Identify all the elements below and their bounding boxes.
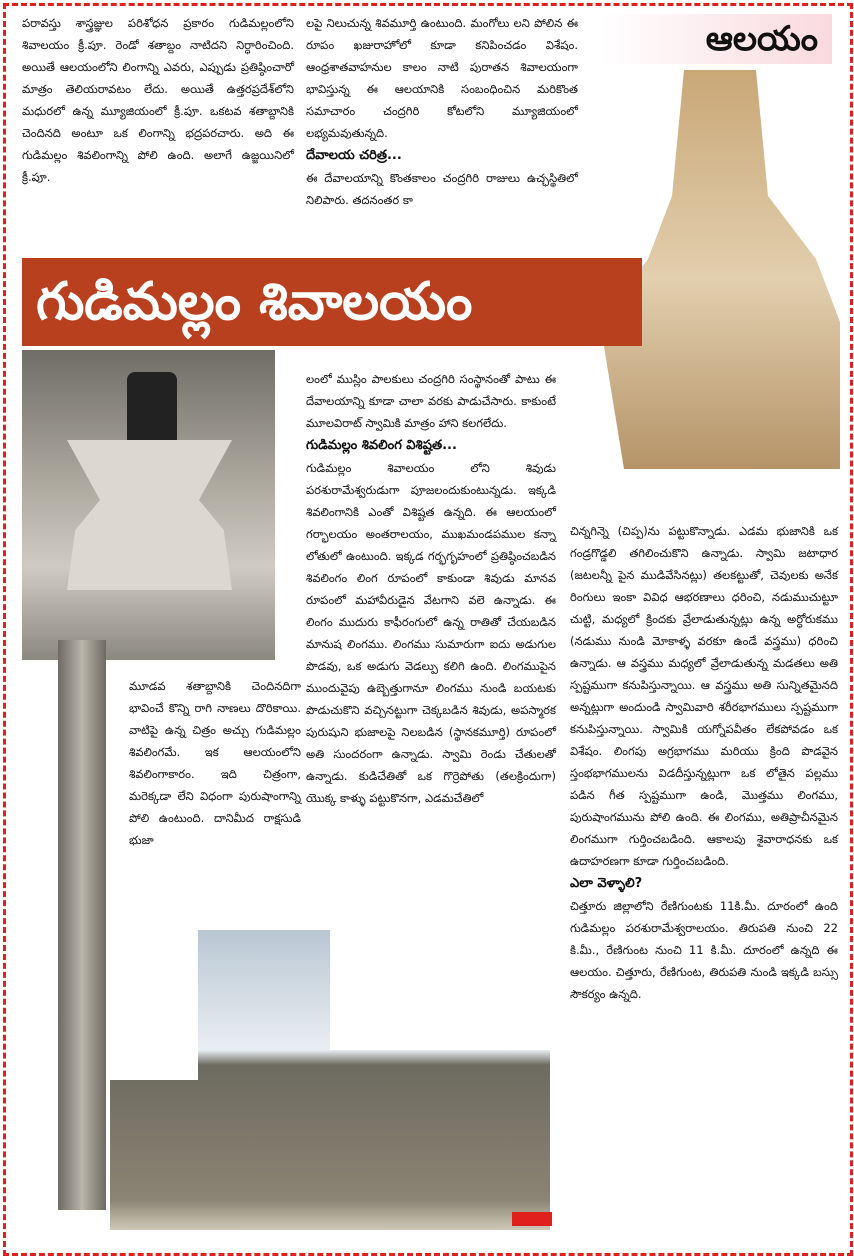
paragraph: చిన్నగిన్నె (చిప్ప)ను పట్టుకొన్నాడు. ఎడమ భుజానికి ఒక గండ్రగొడ్డలి తగిలించుకొని ఉన్నాడు. స్వామి జటాధార (జటలన్నీ పైన ముడివేసినట్లు) తలకట్టుతో, చెవులకు అనేక రింగులు ఇంకా వివిధ ఆభరణాలు ధరించి, నడుముచుట్టూ చుట్టి, మధ్యలో క్రిందకు వ్రేలాడుతున్నట్లు ఉన్న అర్ధోరుకము (నడుము నుండి మోకాళ్ళ వరకూ ఉండే వస్త్రము) ధరించి ఉన్నాడు. ఆ వస్త్రము మధ్యలో వ్రేలాడుతున్న మడతలు అతి స్పష్టముగా కనుపిస్తున్నాయి. ఆ వస్త్రము అతి సున్నితమైనది అన్నట్లుగా అందుండి స్వామివారి శరీరభాగములు స్పష్టముగా కనుపిస్తున్నాయి. స్వామికి యగ్నోపవీతం లేకపోవడం ఒక విశేషం. లింగపు అగ్రభాగము మరియు క్రింది పొడవైన స్తంభభాగములను విడదీస్తున్నట్లుగా ఒక లోతైన పల్లము పడిన గీత స్పష్టముగా ఉండి, మొత్తము లింగము, పురుషాంగమును పోలి ఉంది. ఈ లింగము, అతిప్రాచీనమైన లింగముగా గుర్తించబడింది. ఆకాలపు శైవారాధనకు ఒక ఉదాహరణగా కూడా గుర్తించబడింది. [570,524,838,868]
article-column-1-top: పరావస్తు శాస్త్రజ్ఞుల పరిశోధన ప్రకారం గుడిమల్లంలోని శివాలయం క్రీ.పూ. రెండో శతాబ్దం నాటిదని నిర్ధారించింది. అయితే ఆలయంలోని లింగాన్ని ఎవరు, ఎప్పుడు ప్రతిష్ఠించారో మాత్రం తెలియరావటం లేదు. అయితే ఉత్తరప్రదేశ్‌లోని మధురలో ఉన్న మ్యూజియంలో క్రీ.పూ. ఒకటవ శతాబ్దానికి చెందినది అంటూ ఒక లింగాన్ని భద్రపరచారు. అది ఈ గుడిమల్లం శివలింగాన్ని పోలి ఉంది. అలాగే ఉజ్జయినిలో క్రీ.పూ. [22,16,294,184]
shivalinga-photo [22,350,275,660]
article-column-2-top [306,12,578,211]
subheading-linga-speciality: గుడిమల్లం శివలింగ విశిష్టత... [306,438,457,453]
paragraph: లంలో ముస్లిం పాలకులు చంద్రగిరి సంస్థానంతో పాటు ఈ దేవాలయాన్ని కూడా చాలా వరకు పాడుచేసారు. కాకుంటే మూలవిరాట్ స్వామికి మాత్రం హాని కలగలేదు. [306,372,556,430]
article-column-1-box: మూడవ శతాబ్దానికి చెందినదిగా భావించే కొన్ని రాగి నాణలు దొరికాయి. వాటిపై ఉన్న చిత్రం అచ్చు గుడిమల్లం శివలింగమే. ఇక ఆలయంలోని శివలింగాకారం. ఇది చిత్రంగా, మరెక్కడా లేని విధంగా పురుషాంగాన్ని పోలి ఉంటుంది. దానిమీద రాక్షసుడి భుజా [129,679,301,847]
accent-bar [512,1212,552,1226]
paragraph: చిత్తూరు జిల్లాలోని రేణిగుంటకు 11కి.మీ. దూరంలో ఉంది గుడిమల్లం పరశురామేశ్వరాలయం. తిరుపతి నుంచి 22 కి.మీ., రేణిగుంట నుంచి 11 కి.మీ. దూరంలో ఉన్నది ఈ ఆలయం. చిత్తూరు, రేణిగుంట, తిరుపతి నుండి ఇక్కడి బస్సు సౌకర్యం ఉన్నది. [570,899,838,1001]
paragraph: ఈ దేవాలయాన్ని కొంతకాలం చంద్రగిరి రాజులు ఉచ్ఛస్థితిలో నిలిపారు. తదనంతర కా [306,171,578,207]
article-column-3 [570,520,838,1005]
section-title: ఆలయం [600,14,832,64]
temple-gopuram-photo [110,930,550,1230]
subheading-how-to-reach: ఎలా వెళ్ళాలి? [570,876,643,891]
headline-banner: గుడిమల్లం శివాలయం [22,258,642,346]
sidebar-text-box [125,675,305,905]
paragraph: లపై నిలుచున్న శివమూర్తి ఉంటుంది. మంగోలు లని పోలిన ఈ రూపం ఖజురాహోలో కూడా కనిపించడం విశేషం. ఆంధ్రశాతవాహనుల కాలం నాటి పురాతన శివాలయంగా భావిస్తున్న ఈ ఆలయానికి సంబంధించిన మరికొంత సమాచారం చంద్రగిరి కోటలోని మ్యూజియంలో లభ్యమవుతున్నది. [306,16,578,140]
stone-pillar-photo [58,640,106,1210]
article-column-2 [306,368,556,809]
paragraph: గుడిమల్లం శివాలయం లోని శివుడు పరశురామేశ్వరుడుగా పూజలందుకుంటున్నడు. ఇక్కడి శివలింగానికి ఎంతో విశిష్టత ఉన్నది. ఈ ఆలయంలో గర్భాలయం అంతరాలయం, ముఖమండపముల కన్నా లోతులో ఉంటుంది. ఇక్కడ గర్భగృహంలో ప్రతిష్ఠించబడిన శివలింగం లింగ రూపంలో కాకుండా శివుడు మానవ రూపంలో మహావీరుడైన వేటగాని వలె ఉన్నాడు. ఈ లింగం ముదురు కాఫీరంగులో ఉన్న రాతితో చేయబడిన మానుష లింగము. లింగము సుమారుగా ఐదు అడుగుల పొడవు, ఒక అడుగు వెడల్పు కలిగి ఉంది. లింగముపైన ముందువైపు ఉబ్బెత్తుగానూ లింగము నుండి బయటకు పొడుచుకొని వచ్చినట్టుగా చెక్కబడిన శివుడు, అపస్మారక పురుషుని భుజాలపై నిలబడిన (స్థానకమూర్తి) రూపంలో అతి సుందరంగా ఉన్నాడు. స్వామి రెండు చేతులతో ఉన్నాడు. కుడిచేతితో ఒక గొర్రెపోతు (తలక్రిందుగా) యొక్క కాళ్ళు పట్టుకొనగా, ఎడమచేతిలో [306,461,556,805]
subheading-temple-history: దేవాలయ చరిత్ర... [306,148,402,163]
